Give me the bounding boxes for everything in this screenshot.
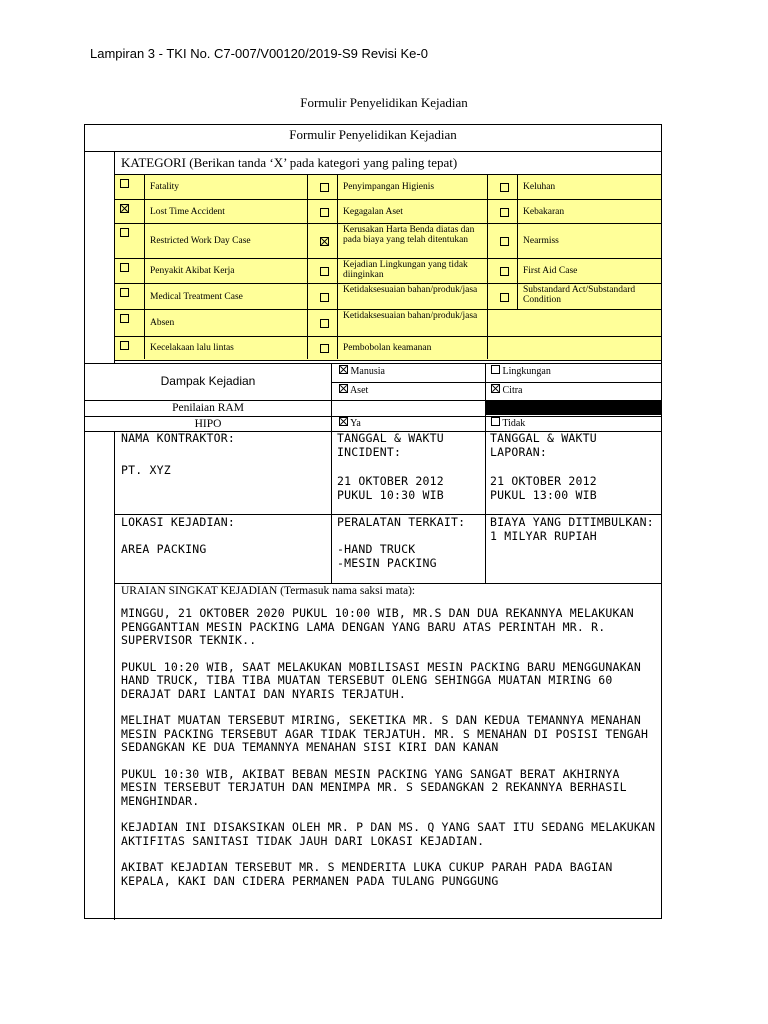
ram-value-block <box>485 401 661 415</box>
kategori-label: Kerusakan Harta Benda diatas dan pada biaya yang telah ditentukan <box>343 225 475 245</box>
kategori-label: Kegagalan Aset <box>343 207 403 217</box>
kategori-item[interactable] <box>307 175 487 199</box>
kategori-label: Kebakaran <box>523 207 565 217</box>
dampak-manusia[interactable]: Manusia <box>339 365 479 381</box>
kategori-item[interactable] <box>487 283 661 309</box>
kategori-item[interactable] <box>487 199 661 223</box>
peralatan-item: -HAND TRUCK <box>337 542 416 556</box>
checkbox-aset[interactable] <box>339 384 348 393</box>
kategori-item[interactable] <box>307 199 487 223</box>
kategori-item[interactable] <box>115 175 307 199</box>
kategori-item[interactable] <box>307 258 487 283</box>
kategori-label: Absen <box>150 318 175 328</box>
nama-kontraktor: NAMA KONTRAKTOR: PT. XYZ <box>121 431 327 513</box>
uraian-paragraph: PUKUL 10:30 WIB, AKIBAT BEBAN MESIN PACKING YANG SANGAT BERAT AKHIRNYA MESIN TERSEBUT TERJATUH DAN MENIMPA MR. S SEDANGKAN 2 REKANNYA BERHASIL MENGHINDAR. <box>121 766 627 808</box>
kategori-checkbox[interactable] <box>120 204 129 213</box>
checkbox-citra[interactable] <box>491 384 500 393</box>
kategori-label: Substandard Act/Substandard Condition <box>523 285 636 305</box>
kategori-item[interactable] <box>487 223 661 258</box>
kategori-checkbox[interactable] <box>320 267 329 276</box>
checkbox-lingkungan[interactable] <box>491 365 500 374</box>
document-reference: Lampiran 3 - TKI No. C7-007/V00120/2019-S9 Revisi Ke-0 <box>90 46 428 61</box>
kategori-item[interactable] <box>307 309 487 336</box>
kategori-checkbox[interactable] <box>320 183 329 192</box>
page-title: Formulir Penyelidikan Kejadian <box>300 95 468 110</box>
peralatan-item: -MESIN PACKING <box>337 556 437 570</box>
kategori-item[interactable] <box>487 175 661 199</box>
kategori-label: Kejadian Lingkungan yang tidak diinginkan <box>343 260 468 280</box>
biaya-ditimbulkan: BIAYA YANG DITIMBULKAN: 1 MILYAR RUPIAH <box>490 515 654 543</box>
kategori-item[interactable] <box>487 258 661 283</box>
uraian-paragraph: MELIHAT MUATAN TERSEBUT MIRING, SEKETIKA MR. S DAN KEDUA TEMANNYA MENAHAN MESIN PACKING TERSEBUT AGAR TIDAK TERJATUH. MR. S MENAHAN DI POSISI TENGAH SEDANGKAN KE DUA TEMANNYA MENAHAN SISI KIRI DAN KANAN <box>121 713 649 754</box>
kategori-checkbox[interactable] <box>120 288 129 297</box>
kategori-empty <box>487 309 661 336</box>
uraian-section <box>121 584 659 914</box>
uraian-label: URAIAN SINGKAT KEJADIAN (Termasuk nama saksi mata): <box>121 585 416 597</box>
kategori-item[interactable] <box>115 283 307 309</box>
kategori-label: Pembobolan keamanan <box>343 343 432 353</box>
kategori-label: Fatality <box>150 182 180 192</box>
kategori-checkbox[interactable] <box>500 267 509 276</box>
kategori-item[interactable] <box>307 223 487 258</box>
kategori-item[interactable] <box>115 258 307 283</box>
kategori-label: Medical Treatment Case <box>150 292 243 302</box>
kategori-item[interactable] <box>307 336 487 359</box>
kategori-grid <box>115 174 661 361</box>
kategori-checkbox[interactable] <box>320 319 329 328</box>
tanggal-laporan: TANGGAL & WAKTU LAPORAN: 21 OKTOBER 2012 PUKUL 13:00 WIB <box>490 431 597 502</box>
kategori-item[interactable] <box>115 199 307 223</box>
checkbox-hipo-ya[interactable] <box>339 417 348 426</box>
kategori-label: Lost Time Accident <box>150 207 225 217</box>
kategori-checkbox[interactable] <box>320 208 329 217</box>
form-title: Formulir Penyelidikan Kejadian <box>289 127 457 142</box>
kategori-item[interactable] <box>115 309 307 336</box>
kategori-header: KATEGORI (Berikan tanda ‘X’ pada kategori yang paling tepat) <box>121 155 458 170</box>
uraian-paragraph: KEJADIAN INI DISAKSIKAN OLEH MR. P DAN MS. Q YANG SAAT ITU SEDANG MELAKUKAN AKTIFITAS SANITASI TIDAK JAUH DARI LOKASI KEJADIAN. <box>121 820 656 848</box>
kategori-checkbox[interactable] <box>500 208 509 217</box>
kategori-checkbox[interactable] <box>500 293 509 302</box>
kategori-label: Ketidaksesuaian bahan/produk/jasa <box>343 311 478 321</box>
uraian-paragraph: AKIBAT KEJADIAN TERSEBUT MR. S MENDERITA LUKA CUKUP PARAH PADA BAGIAN KEPALA, KAKI DAN CIDERA PERMANEN PADA TULANG PUNGGUNG <box>121 860 613 888</box>
hipo-tidak[interactable]: Tidak <box>491 417 651 431</box>
dampak-label: Dampak Kejadian <box>160 374 256 388</box>
kategori-label: Nearmiss <box>523 236 559 246</box>
lokasi-kejadian: LOKASI KEJADIAN: AREA PACKING <box>121 515 235 556</box>
kategori-label: Penyimpangan Higienis <box>343 182 435 192</box>
investigation-form <box>84 124 662 919</box>
kategori-checkbox[interactable] <box>120 341 129 350</box>
dampak-lingkungan[interactable]: Lingkungan <box>491 365 651 381</box>
kategori-item[interactable] <box>115 223 307 258</box>
kategori-label: First Aid Case <box>523 266 578 276</box>
nama-kontraktor-value: PT. XYZ <box>121 463 171 477</box>
kategori-label: Penyakit Akibat Kerja <box>150 266 235 276</box>
tanggal-incident: TANGGAL & WAKTU INCIDENT: 21 OKTOBER 2012 PUKUL 10:30 WIB <box>337 431 444 502</box>
kategori-label: Restricted Work Day Case <box>150 236 251 246</box>
kategori-checkbox[interactable] <box>320 237 329 246</box>
kategori-checkbox[interactable] <box>500 183 509 192</box>
dampak-citra[interactable]: Citra <box>491 384 651 400</box>
kategori-item[interactable] <box>307 283 487 309</box>
kategori-empty <box>487 336 661 359</box>
kategori-checkbox[interactable] <box>120 179 129 188</box>
peralatan-terkait: PERALATAN TERKAIT: -HAND TRUCK -MESIN PACKING <box>337 515 483 581</box>
kategori-label: Keluhan <box>523 182 556 192</box>
ram-label: Penilaian RAM <box>172 402 244 414</box>
kategori-checkbox[interactable] <box>120 228 129 237</box>
dampak-aset[interactable]: Aset <box>339 384 479 400</box>
uraian-paragraph: MINGGU, 21 OKTOBER 2020 PUKUL 10:00 WIB, MR.S DAN DUA REKANNYA MELAKUKAN PENGGANTIAN MESIN PACKING LAMA DENGAN YANG BARU ATAS PERINTAH MR. R. SUPERVISOR TEKNIK.. <box>121 606 634 647</box>
hipo-label: HIPO <box>194 418 222 430</box>
kategori-checkbox[interactable] <box>120 263 129 272</box>
uraian-paragraph: PUKUL 10:20 WIB, SAAT MELAKUKAN MOBILISASI MESIN PACKING BARU MENGGUNAKAN HAND TRUCK, TIBA TIBA MUATAN TERSEBUT OLENG SEHINGGA MUATAN MIRING 60 DERAJAT DARI LANTAI DAN NYARIS TERJATUH. <box>121 659 642 701</box>
kategori-item[interactable] <box>115 336 307 359</box>
checkbox-manusia[interactable] <box>339 365 348 374</box>
checkbox-hipo-tidak[interactable] <box>491 417 500 426</box>
kategori-checkbox[interactable] <box>120 314 129 323</box>
kategori-checkbox[interactable] <box>500 237 509 246</box>
kategori-checkbox[interactable] <box>320 293 329 302</box>
kategori-label: Kecelakaan lalu lintas <box>150 343 234 353</box>
hipo-ya[interactable]: Ya <box>339 417 479 431</box>
kategori-checkbox[interactable] <box>320 344 329 353</box>
kategori-label: Ketidaksesuaian bahan/produk/jasa <box>343 285 478 295</box>
